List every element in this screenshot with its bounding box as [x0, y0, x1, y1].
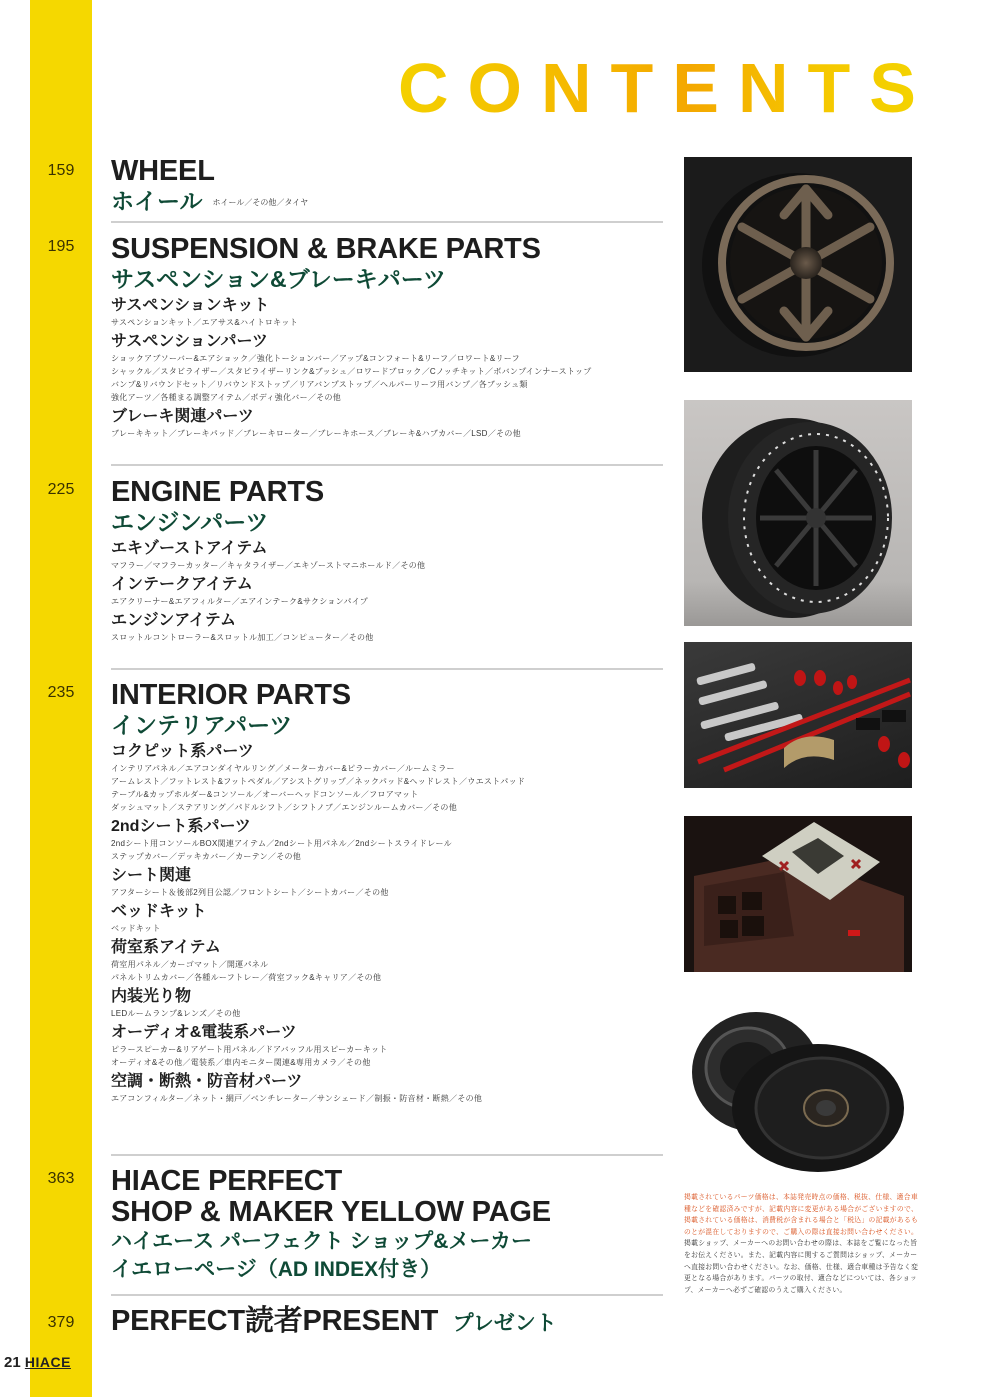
notice-black-text: 掲載ショップ、メーカーへのお問い合わせの際は、本誌をご覧になった旨をお伝えください。また、記載内容に関するご質問はショップ、メーカーへ直接お問い合わせください。なお、価格、仕様、適合車種は予告なく変更となる場合があります。パーツの取付、適合などについては、各ショップ、メーカーへ必ずご確認のうえご購入ください。 — [684, 1240, 919, 1294]
subsection-items: ステップカバー／デッキカバー／カーテン／その他 — [111, 852, 302, 861]
subsection-items: パネルトリムカバー／各種ルーフトレー／荷室フック&キャリア／その他 — [111, 973, 382, 982]
speaker-icon — [684, 1000, 912, 1180]
subsection-heading: 空調・断熱・防音材パーツ — [111, 1073, 303, 1090]
page-number: 195 — [47, 238, 75, 255]
subsection-items: 2ndシート用コンソールBOX関連アイテム／2ndシート用パネル／2ndシートスライドレール — [111, 839, 452, 848]
subsection-items: サスペンションキット／エアサス&ハイトロキット — [111, 318, 298, 327]
suspension-parts-icon — [684, 642, 912, 788]
subsection-items: LEDルームランプ&レンズ／その他 — [111, 1009, 241, 1018]
subsection-items: スロットルコントローラー&スロットル加工／コンピューター／その他 — [111, 633, 374, 642]
subsection-heading: ベッドキット — [111, 903, 207, 920]
subsection-heading: コクピット系パーツ — [111, 743, 254, 760]
tire-photo — [684, 400, 912, 626]
section-title-en-line1: HIACE PERFECT — [111, 1165, 343, 1197]
subsection-heading: ブレーキ関連パーツ — [111, 408, 254, 425]
section-title-jp-line1: ハイエース パーフェクト ショップ&メーカー — [111, 1230, 533, 1253]
divider — [111, 1154, 663, 1156]
subsection-items: ベッドキット — [111, 924, 161, 933]
section-title-jp: サスペンション&ブレーキパーツ — [111, 266, 446, 292]
tire-icon — [684, 400, 912, 626]
subsection-items: エアクリーナー&エアフィルター／エアインテーク&サクションパイプ — [111, 597, 369, 606]
subsection-items: インテリアパネル／エアコンダイヤルリング／メーターカバー&ピラーカバー／ルームミラー — [111, 764, 455, 773]
section-title-en: WHEEL — [111, 155, 215, 187]
subsection-heading: エンジンアイテム — [111, 612, 236, 629]
subsection-items: バンプ&リバウンドセット／リバウンドストップ／リアバンプストップ／ヘルパーリーフ用バンプ／各ブッシュ類 — [111, 380, 528, 389]
subsection-items: ブレーキキット／ブレーキパッド／ブレーキローター／ブレーキホース／ブレーキ&ハブカバー／LSD／その他 — [111, 429, 521, 438]
subsection-heading: 2ndシート系パーツ — [111, 818, 251, 835]
interior-console-icon — [684, 816, 912, 972]
suspension-parts-photo — [684, 642, 912, 788]
subsection-heading: サスペンションパーツ — [111, 333, 268, 350]
subsection-items: アフターシート＆後部2列目公認／フロントシート／シートカバー／その他 — [111, 888, 389, 897]
subsection-items: アームレスト／フットレスト&フットペダル／アシストグリップ／ネックパッド&ヘッドレスト／ウエストパッド — [111, 777, 526, 786]
section-items: ホイール／その他／タイヤ — [212, 197, 309, 207]
subsection-items: 荷室用パネル／カーゴマット／開運パネル — [111, 960, 269, 969]
page-number: 379 — [47, 1314, 75, 1331]
divider — [111, 221, 663, 223]
page-number: 235 — [47, 684, 75, 701]
subsection-items: テーブル&カップホルダー&コンソール／オーバーヘッドコンソール／フロアマット — [111, 790, 419, 799]
page-number: 225 — [47, 481, 75, 498]
subsection-heading: サスペンションキット — [111, 297, 270, 314]
divider — [111, 464, 663, 466]
interior-console-photo — [684, 816, 912, 972]
subsection-items: ショックアブソーバー&エアショック／強化トーションバー／アップ&コンフォート&リーフ／ロワート&リーフ — [111, 354, 520, 363]
wheel-icon — [684, 157, 912, 372]
notice-red-text: 掲載されているパーツ価格は、本誌発売時点の価格、税抜、仕様、適合車種などを確認済みですが、記載内容に変更がある場合がございますので、掲載されている価格は、消費税が含まれる場合と「税込」の記載があるものとが混在しておりますので、ご購入の際は直接お問い合わせください。 — [684, 1194, 919, 1236]
notice-text — [684, 1192, 920, 1296]
subsection-items: オーディオ&その他／電装系／車内モニター関連&専用カメラ／その他 — [111, 1058, 371, 1067]
section-title-jp-line2: イエローページ（AD INDEX付き） — [111, 1258, 442, 1281]
divider — [111, 668, 663, 670]
subsection-heading: 内装光り物 — [111, 988, 192, 1005]
section-title-en: SUSPENSION & BRAKE PARTS — [111, 233, 541, 265]
footer-brand-logo: HIACE — [24, 1354, 71, 1370]
subsection-items: 強化アーツ／各種まる調整アイテム／ボディ強化バー／その他 — [111, 393, 342, 402]
subsection-items: エアコンフィルター／ネット・網戸／ベンチレーター／サンシェード／制振・防音材・断熱／その他 — [111, 1094, 483, 1103]
page-number: 363 — [47, 1170, 75, 1187]
divider — [111, 1294, 663, 1296]
section-title-en: ENGINE PARTS — [111, 476, 324, 508]
subsection-heading: インテークアイテム — [111, 576, 253, 593]
section-title-jp: プレゼント — [452, 1312, 557, 1335]
footer-page-number: 21 — [4, 1354, 21, 1371]
section-title-jp: インテリアパーツ — [111, 712, 293, 738]
subsection-heading: オーディオ&電装系パーツ — [111, 1024, 297, 1041]
page-footer — [4, 1354, 71, 1371]
subsection-heading: 荷室系アイテム — [111, 939, 221, 956]
subsection-items: マフラー／マフラーカッター／キャタライザー／エキゾーストマニホールド／その他 — [111, 561, 426, 570]
speaker-photo — [684, 1000, 912, 1180]
wheel-photo — [684, 157, 912, 372]
subsection-heading: シート関連 — [111, 867, 192, 884]
subsection-heading: エキゾーストアイテム — [111, 540, 268, 557]
section-title-jp: エンジンパーツ — [111, 509, 269, 535]
page-number: 159 — [47, 162, 75, 179]
section-title-en: PERFECT読者PRESENT — [111, 1305, 439, 1337]
subsection-items: シャックル／スタビライザー／スタビライザーリンク&ブッシュ／ロワードブロック／Cノッチキット／ボバンプインナーストップ — [111, 367, 592, 376]
section-title-en-line2: SHOP & MAKER YELLOW PAGE — [111, 1196, 551, 1228]
section-title-en: INTERIOR PARTS — [111, 679, 351, 711]
page-title: CONTENTS — [398, 49, 935, 127]
section-title-jp — [111, 187, 671, 217]
subsection-items: ピラースピーカー&リアゲート用パネル／ドアバッフル用スピーカーキット — [111, 1045, 388, 1054]
subsection-items: ダッシュマット／ステアリング／パドルシフト／シフトノブ／エンジンルームカバー／その他 — [111, 803, 458, 812]
section-title-jp-text: ホイール — [111, 188, 203, 214]
